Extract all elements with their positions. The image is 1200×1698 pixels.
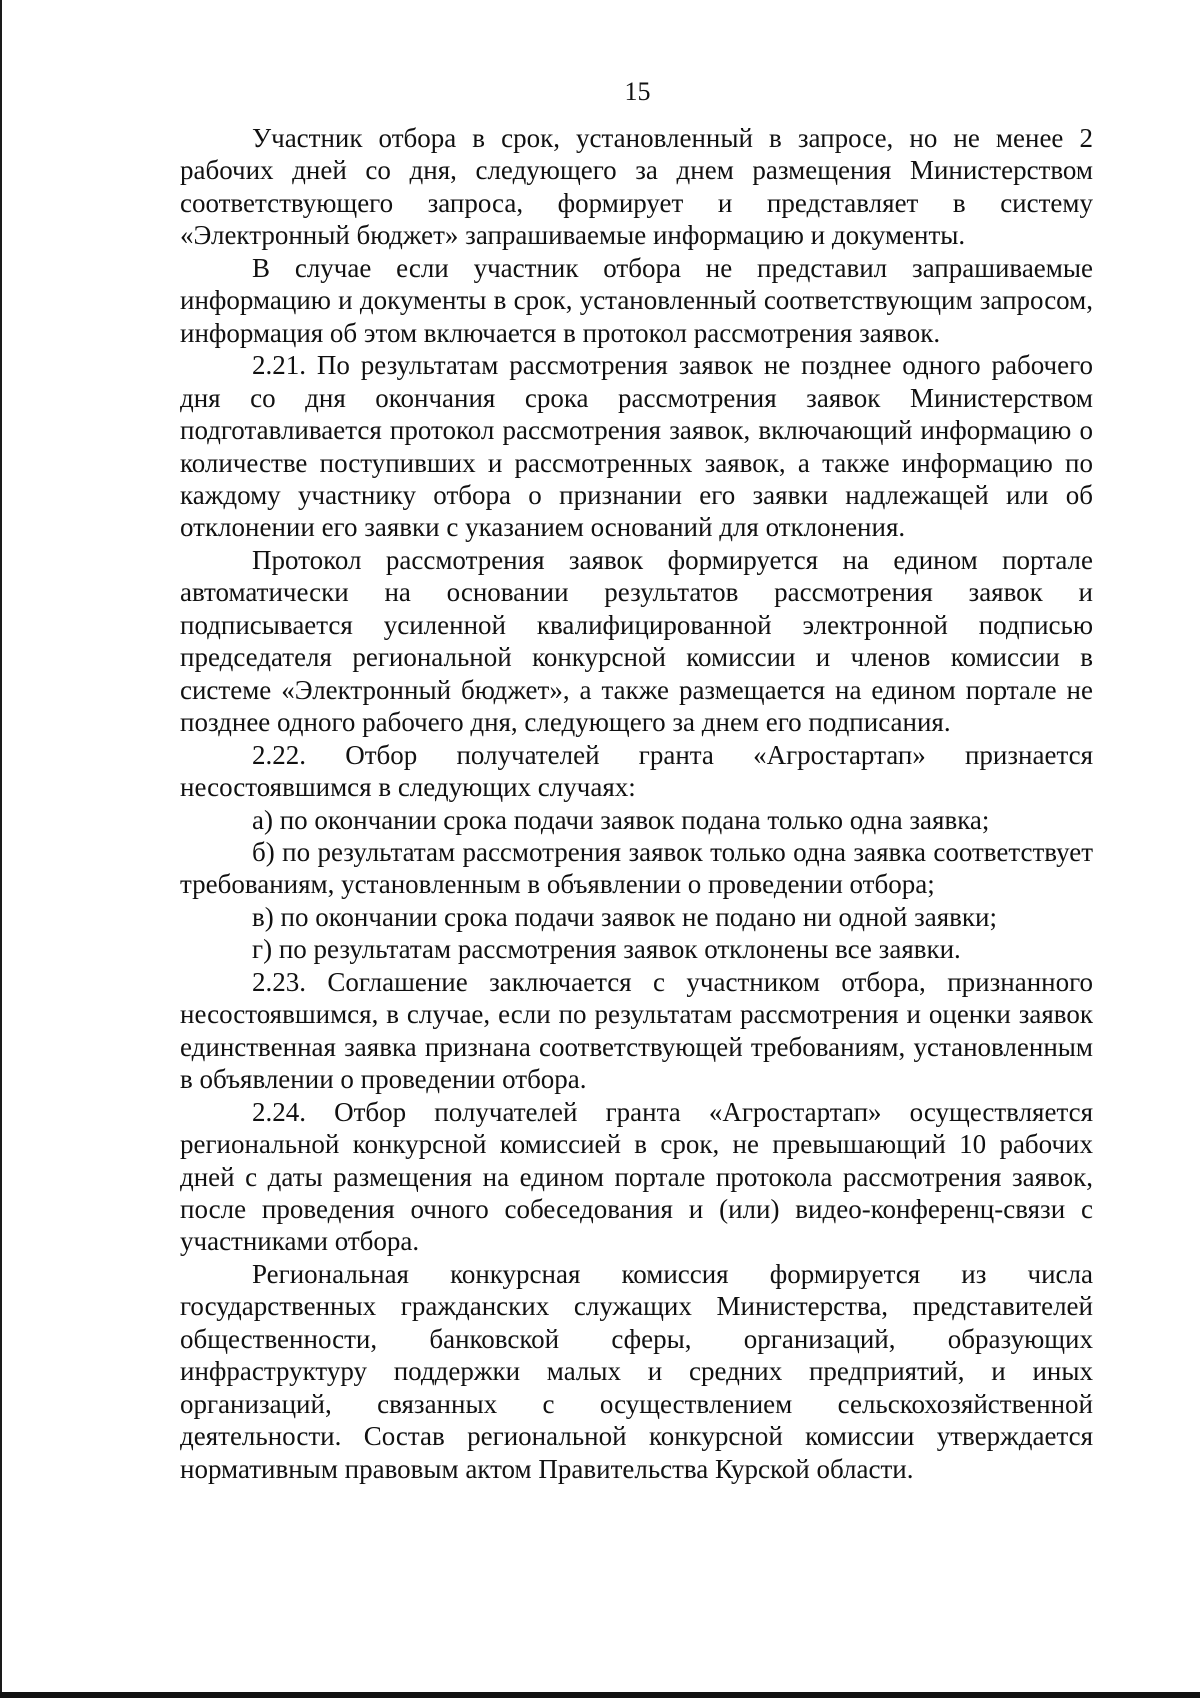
list-item-a: а) по окончании срока подачи заявок подана только одна заявка; (252, 804, 990, 835)
paragraph-missing-documents: В случае если участник отбора не представил запрашиваемые информацию и документы в срок, установленный соответствующим запросом, информация об этом включается в протокол рассмотрения заявок. (180, 252, 1093, 348)
paragraph-2-22: 2.22. Отбор получателей гранта «Агростартап» признается несостоявшимся в следующих случаях: (180, 739, 1093, 803)
paragraph-2-21: 2.21. По результатам рассмотрения заявок не позднее одного рабочего дня со дня окончания срока рассмотрения заявок Министерством подготавливается протокол рассмотрения заявок, включающий информацию о количестве поступивших и рассмотренных заявок, а также информацию по каждому участнику отбора о признании его заявки надлежащей или об отклонении его заявки с указанием оснований для отклонения. (180, 350, 1093, 543)
paragraph-request-response: Участник отбора в срок, установленный в запросе, но не менее 2 рабочих дней со дня, следующего за днем размещения Министерством соответствующего запроса, формирует и представляет в систему «Электронный бюджет» запрашиваемые информацию и документы. (180, 123, 1093, 251)
list-item-v: в) по окончании срока подачи заявок не подано ни одной заявки; (252, 901, 997, 932)
list-item-b: б) по результатам рассмотрения заявок только одна заявка соответствует требованиям, установленным в объявлении о проведении отбора; (180, 836, 1093, 900)
document-body (180, 122, 1093, 1485)
page-number: 15 (624, 77, 651, 106)
paragraph-commission-composition: Региональная конкурсная комиссия формируется из числа государственных гражданских служащих Министерства, представителей общественности, банковской сферы, организаций, образующих инфраструктуру поддержки малых и средних предприятий, и иных организаций, связанных с осуществлением сельскохозяйственной деятельности. Состав региональной конкурсной комиссии утверждается нормативным правовым актом Правительства Курской области. (180, 1258, 1093, 1484)
paragraph-2-24: 2.24. Отбор получателей гранта «Агростартап» осуществляется региональной конкурсной комиссией в срок, не превышающий 10 рабочих дней с даты размещения на едином портале протокола рассмотрения заявок, после проведения очного собеседования и (или) видео-конференц-связи с участниками отбора. (180, 1096, 1093, 1257)
list-item-g: г) по результатам рассмотрения заявок отклонены все заявки. (252, 934, 961, 965)
paragraph-2-23: 2.23. Соглашение заключается с участником отбора, признанного несостоявшимся, в случае, если по результатам рассмотрения и оценки заявок единственная заявка признана соответствующей требованиям, установленным в объявлении о проведении отбора. (180, 966, 1093, 1095)
scan-border-left (0, 0, 2, 1698)
scan-border-bottom (0, 1692, 1200, 1698)
paragraph-protocol-signing: Протокол рассмотрения заявок формируется на едином портале автоматически на основании результатов рассмотрения заявок и подписывается усиленной квалифицированной электронной подписью председателя региональной конкурсной комиссии и членов комиссии в системе «Электронный бюджет», а также размещается на едином портале не позднее одного рабочего дня, следующего за днем его подписания. (180, 544, 1093, 738)
